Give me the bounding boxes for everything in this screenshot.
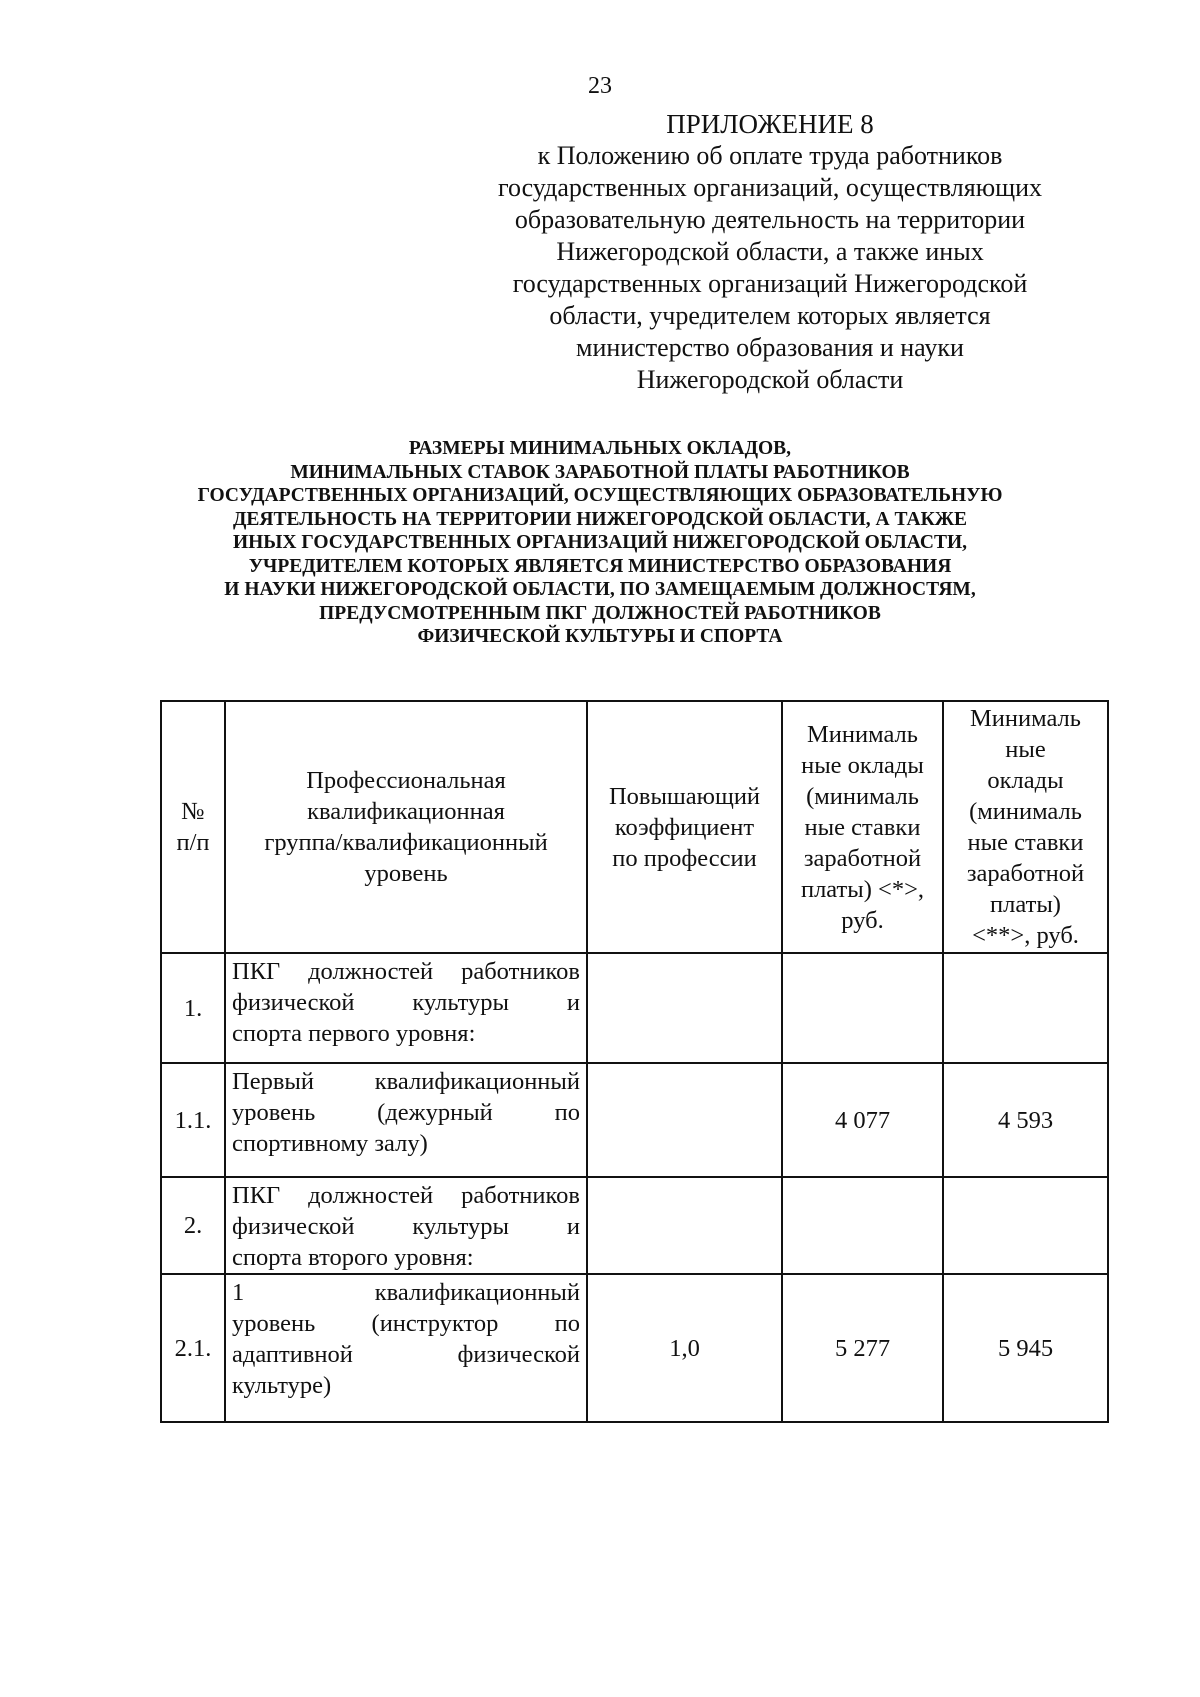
appendix-title: ПРИЛОЖЕНИЕ 8 xyxy=(666,109,874,139)
header-min2-line: ные ставки xyxy=(967,829,1084,856)
document-heading xyxy=(150,437,1050,649)
heading-line: МИНИМАЛЬНЫХ СТАВОК ЗАРАБОТНОЙ ПЛАТЫ РАБОТНИКОВ xyxy=(290,461,910,483)
appendix-line: образовательную деятельность на территории xyxy=(514,205,1026,234)
header-min2-line: оклады xyxy=(987,767,1064,794)
heading-line: ПРЕДУСМОТРЕННЫМ ПКГ ДОЛЖНОСТЕЙ РАБОТНИКОВ xyxy=(319,602,881,624)
row-group-line: спорта второго уровня: xyxy=(232,1244,474,1271)
header-min2-line: ные xyxy=(1005,736,1046,763)
row-group-line: спорта первого уровня: xyxy=(232,1020,476,1047)
row-number: 1. xyxy=(161,953,225,1063)
header-min2-line: заработной xyxy=(966,860,1085,887)
row-group-line: уровень (инструктор по xyxy=(232,1310,580,1337)
row-group-line: Первый квалификационный xyxy=(232,1068,580,1095)
row-group-line: культуре) xyxy=(232,1372,332,1399)
header-min1-line: Минималь xyxy=(807,720,918,748)
appendix-line: государственных организаций Нижегородской xyxy=(512,269,1028,298)
header-min2-line: (минималь xyxy=(969,798,1082,825)
row-group-line: адаптивной физической xyxy=(232,1341,580,1368)
page-number: 23 xyxy=(588,73,612,99)
row-min-salary-1 xyxy=(782,1177,943,1274)
heading-line: РАЗМЕРЫ МИНИМАЛЬНЫХ ОКЛАДОВ, xyxy=(408,438,792,459)
row-min-salary-2 xyxy=(943,1177,1108,1274)
header-min1-line: руб. xyxy=(841,906,884,934)
row-min-salary-1: 5 277 xyxy=(782,1274,943,1422)
header-min1-line: ные оклады xyxy=(801,751,924,779)
header-group-line: группа/квалификационный xyxy=(264,829,548,856)
row-group-line: ПКГ должностей работников xyxy=(232,1182,580,1209)
appendix-line: к Положению об оплате труда работников xyxy=(537,141,1003,170)
table-row xyxy=(161,953,1108,1063)
header-min2-line: <**>, руб. xyxy=(972,922,1079,949)
heading-line: УЧРЕДИТЕЛЕМ КОТОРЫХ ЯВЛЯЕТСЯ МИНИСТЕРСТВО ОБРАЗОВАНИЯ xyxy=(248,555,952,577)
row-group xyxy=(225,953,587,1063)
row-number: 2. xyxy=(161,1177,225,1274)
appendix-line: Нижегородской области, а также иных xyxy=(556,237,984,266)
row-group-line: ПКГ должностей работников xyxy=(232,958,580,985)
appendix-line: государственных организаций, осуществляющих xyxy=(497,173,1043,202)
header-min-salary-2 xyxy=(943,701,1108,953)
header-group xyxy=(225,701,587,953)
header-coef-line: Повышающий xyxy=(608,782,761,810)
header-min1-line: платы) <*>, xyxy=(800,875,925,903)
row-group-line: спортивному залу) xyxy=(232,1130,428,1157)
heading-line: ИНЫХ ГОСУДАРСТВЕННЫХ ОРГАНИЗАЦИЙ НИЖЕГОРОДСКОЙ ОБЛАСТИ, xyxy=(232,532,968,553)
row-group-line: физической культуры и xyxy=(232,989,580,1016)
appendix-line: области, учредителем которых является xyxy=(549,301,991,330)
header-num-line: п/п xyxy=(176,829,210,856)
row-min-salary-2: 4 593 xyxy=(943,1063,1108,1177)
heading-line: ДЕЯТЕЛЬНОСТЬ НА ТЕРРИТОРИИ НИЖЕГОРОДСКОЙ ОБЛАСТИ, А ТАКЖЕ xyxy=(232,508,968,530)
table-row xyxy=(161,1063,1108,1177)
appendix-block xyxy=(490,108,1050,396)
header-coefficient xyxy=(587,701,782,953)
row-group xyxy=(225,1177,587,1274)
row-min-salary-1: 4 077 xyxy=(782,1063,943,1177)
appendix-line: Нижегородской области xyxy=(636,365,904,394)
row-group-line: физической культуры и xyxy=(232,1213,580,1240)
row-group-line: уровень (дежурный по xyxy=(232,1099,580,1126)
header-num-line: № xyxy=(181,798,205,825)
row-number: 2.1. xyxy=(161,1274,225,1422)
row-group xyxy=(225,1063,587,1177)
row-group-line: 1 квалификационный xyxy=(232,1279,580,1306)
header-min1-line: ные ставки xyxy=(804,813,921,841)
header-min-salary-1 xyxy=(782,701,943,953)
row-coefficient xyxy=(587,953,782,1063)
row-number: 1.1. xyxy=(161,1063,225,1177)
table-header-row xyxy=(161,701,1108,953)
header-min1-line: заработной xyxy=(803,844,922,872)
header-coef-line: коэффициент xyxy=(614,813,755,841)
row-coefficient xyxy=(587,1177,782,1274)
salary-table xyxy=(160,700,1109,1423)
header-group-line: Профессиональная xyxy=(306,767,506,794)
header-coef-line: по профессии xyxy=(612,844,757,872)
header-min2-line: Минималь xyxy=(970,705,1081,732)
header-min2-line: платы) xyxy=(990,891,1061,918)
header-num xyxy=(161,701,225,953)
row-min-salary-2 xyxy=(943,953,1108,1063)
header-group-line: квалификационная xyxy=(307,798,505,825)
row-coefficient: 1,0 xyxy=(587,1274,782,1422)
header-group-line: уровень xyxy=(364,860,448,887)
appendix-text xyxy=(490,140,1050,396)
row-min-salary-1 xyxy=(782,953,943,1063)
appendix-line: министерство образования и науки xyxy=(576,333,964,362)
row-group xyxy=(225,1274,587,1422)
table-row xyxy=(161,1274,1108,1422)
heading-line: ГОСУДАРСТВЕННЫХ ОРГАНИЗАЦИЙ, ОСУЩЕСТВЛЯЮЩИХ ОБРАЗОВАТЕЛЬНУЮ xyxy=(197,485,1003,506)
row-min-salary-2: 5 945 xyxy=(943,1274,1108,1422)
header-min1-line: (минималь xyxy=(806,782,919,810)
row-coefficient xyxy=(587,1063,782,1177)
heading-line: ФИЗИЧЕСКОЙ КУЛЬТУРЫ И СПОРТА xyxy=(417,626,783,647)
heading-line: И НАУКИ НИЖЕГОРОДСКОЙ ОБЛАСТИ, ПО ЗАМЕЩАЕМЫМ ДОЛЖНОСТЯМ, xyxy=(224,579,976,600)
table-row xyxy=(161,1177,1108,1274)
